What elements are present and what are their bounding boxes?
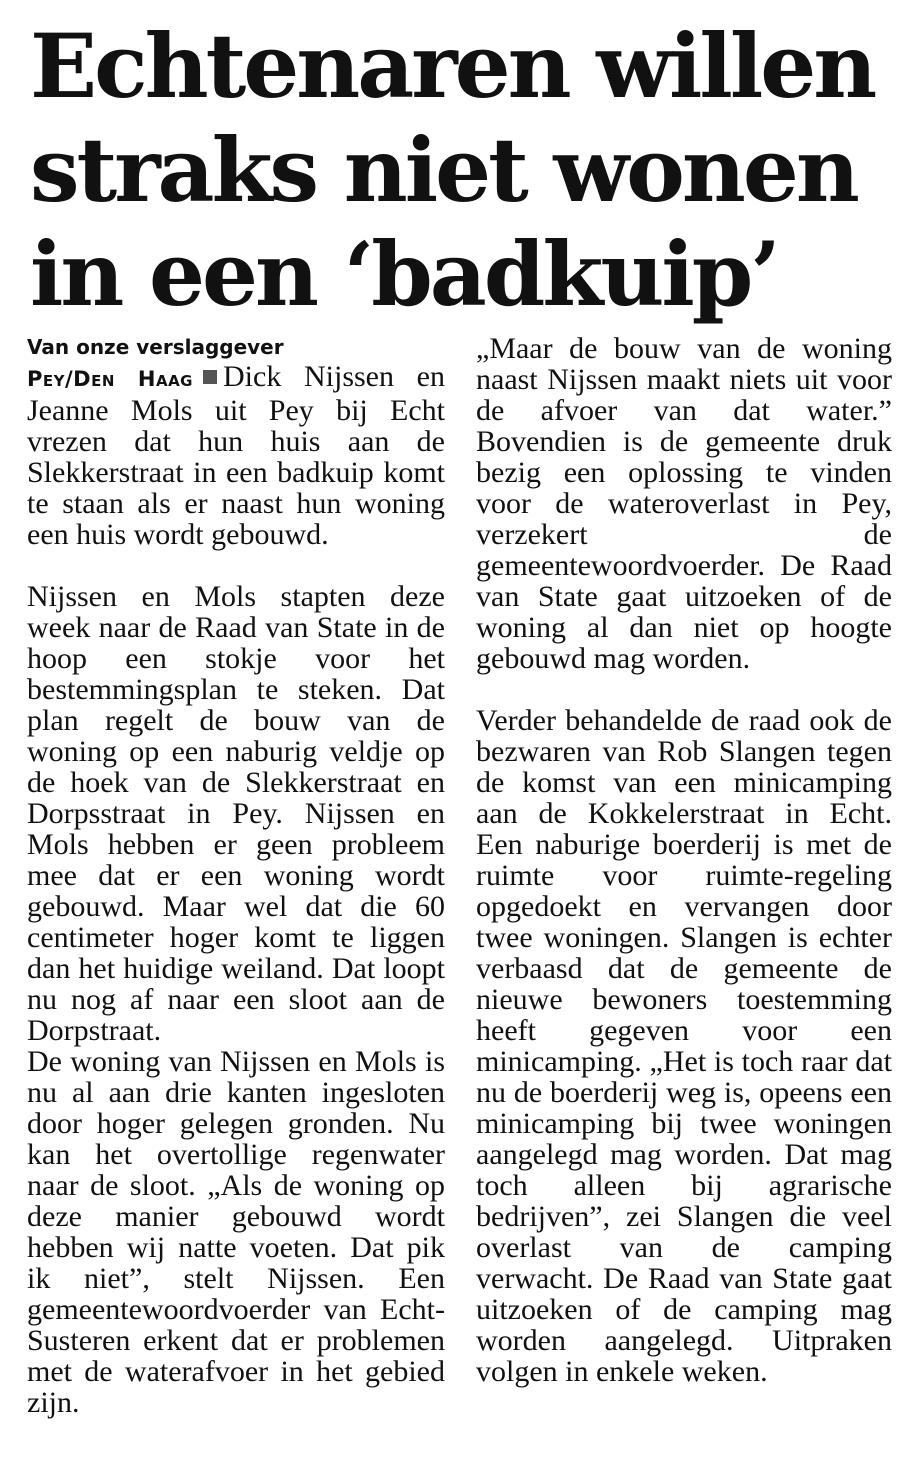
headline-line: Echtenaren willen — [30, 14, 875, 118]
body-paragraph: Verder behandelde de raad ook de bezwaren van Rob Slangen tegen de komst van een minicamping aan de Kokkelerstraat in Echt. Een naburige boerderij is met de ruimte voor ruimte-regeling opgedoekt en vervangen door twee woningen. Slangen is echter verbaasd dat de gemeente de nieuwe bewoners toestemming heeft gegeven voor een minicamping. „Het is toch raar dat nu de boerderij weg is, opeens een minicamping bij twee woningen aangelegd mag worden. Dat mag toch alleen bij agrarische bedrijven”, zei Slangen die veel overlast van de camping verwacht. De Raad van State gaat uitzoeken of de camping mag worden aangelegd. Uitpraken volgen in enkele weken. — [476, 704, 892, 1388]
byline: Van onze verslaggever — [27, 335, 284, 359]
lead-text: Dick Nijssen en Jeanne Mols uit Pey bij Echt vrezen dat hun huis aan de Slekkerstraat in een badkuip komt te staan als er naast hun woning een huis wordt gebouwd. — [27, 360, 445, 551]
lead-paragraph — [27, 361, 445, 550]
dateline-separator-icon — [203, 370, 217, 384]
dateline: Pey/Den Haag — [27, 367, 193, 391]
article-column-left — [27, 333, 445, 1418]
headline-line: in een ‘badkuip’ — [30, 222, 778, 326]
headline — [30, 14, 890, 326]
article-column-right — [476, 333, 892, 1387]
body-paragraph: Nijssen en Mols stapten deze week naar de Raad van State in de hoop een stokje voor het bestemmingsplan te steken. Dat plan regelt de bouw van de woning op een naburig veldje op de hoek van de Slekkerstraat en Dorpsstraat in Pey. Nijssen en Mols hebben er geen probleem mee dat er een woning wordt gebouwd. Maar wel dat die 60 centimeter hoger komt te liggen dan het huidige weiland. Dat loopt nu nog af naar een sloot aan de Dorpstraat. — [27, 580, 445, 1047]
headline-line: straks niet wonen — [30, 118, 857, 222]
body-paragraph: „Maar de bouw van de woning naast Nijssen maakt niets uit voor de afvoer van dat water.” Bovendien is de gemeente druk bezig een oplossing te vinden voor de wateroverlast in Pey, verzekert de gemeentewoordvoerder. De Raad van State gaat uitzoeken of de woning al dan niet op hoogte gebouwd mag worden. — [476, 332, 892, 675]
body-paragraph: De woning van Nijssen en Mols is nu al aan drie kanten ingesloten door hoger gelegen gronden. Nu kan het overtollige regenwater naar de sloot. „Als de woning op deze manier gebouwd wordt hebben wij natte voeten. Dat pik ik niet”, stelt Nijssen. Een gemeentewoordvoerder van Echt-Susteren erkent dat er problemen met de waterafvoer in het gebied zijn. — [27, 1045, 445, 1419]
